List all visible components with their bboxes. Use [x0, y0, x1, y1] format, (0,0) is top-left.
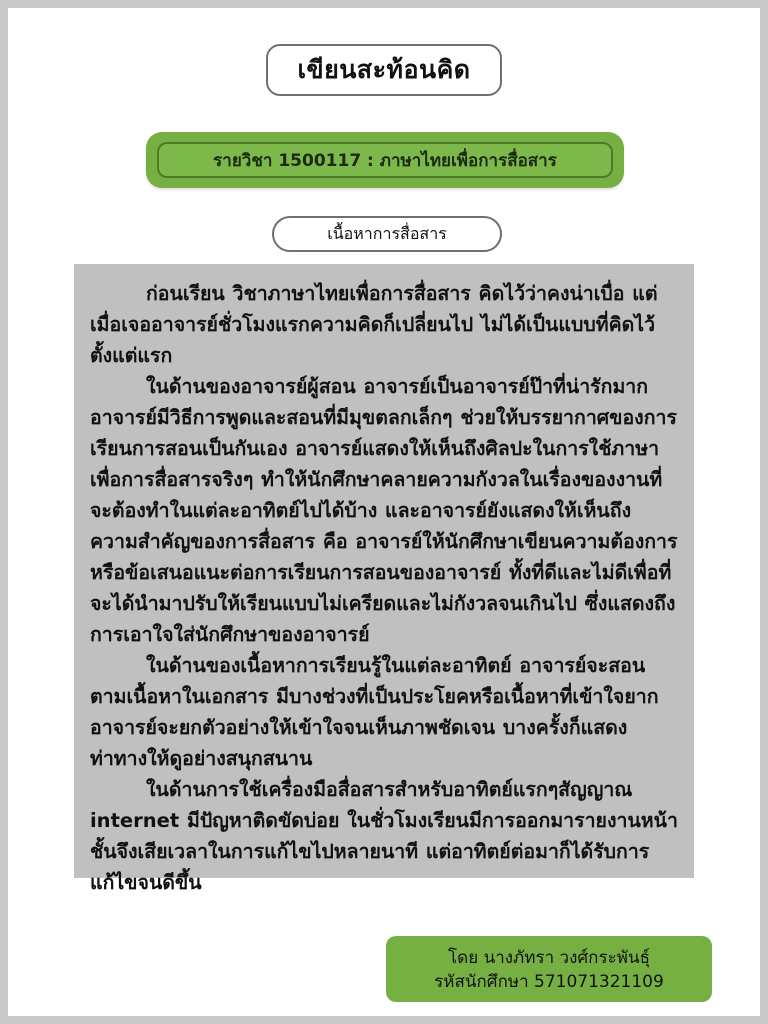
course-banner-text: รายวิชา 1500117 : ภาษาไทยเพื่อการสื่อสาร: [213, 150, 557, 171]
author-name: โดย นางภัทรา วงศ์กระพันธุ์: [448, 948, 650, 968]
course-banner: [146, 132, 624, 188]
paragraph-4-after: มีปัญหาติดขัดบ่อย ในชั่วโมงเรียนมีการออกมารายงานหน้าชั้นจึงเสียเวลาในการแก้ไขไปหลายนาที แต่อาทิตย์ต่อมาก็ได้รับการแก้ไขจนดีขึ้น: [90, 809, 678, 894]
paragraph-1: ก่อนเรียน วิชาภาษาไทยเพื่อการสื่อสาร คิดไว้ว่าคงน่าเบื่อ แต่เมื่อเจออาจารย์ชั่วโมงแรกความคิดก็เปลี่ยนไป ไม่ได้เป็นแบบที่คิดไว้ตั้งแต่แรก: [90, 282, 658, 367]
page-title: [266, 44, 502, 96]
course-banner-inner: [157, 142, 613, 178]
student-id: รหัสนักศึกษา 571071321109: [434, 972, 664, 992]
section-label: [272, 216, 502, 252]
paragraph-4: [90, 774, 678, 898]
paragraph-3: ในด้านของเนื้อหาการเรียนรู้ในแต่ละอาทิตย์ อาจารย์จะสอนตามเนื้อหาในเอกสาร มีบางช่วงที่เป็นประโยคหรือเนื้อหาที่เข้าใจยาก อาจารย์จะยกตัวอย่างให้เข้าใจจนเห็นภาพชัดเจน บางครั้งก็แสดงท่าทางให้ดูอย่างสนุกสนาน: [90, 654, 659, 770]
paragraph-4-latin-term: internet: [90, 809, 180, 832]
paragraph-4-before: ในด้านการใช้เครื่องมือสื่อสารสำหรับอาทิตย์แรกๆสัญญาณ: [146, 778, 633, 801]
section-label-text: เนื้อหาการสื่อสาร: [327, 223, 447, 243]
paragraph-2: ในด้านของอาจารย์ผู้สอน อาจารย์เป็นอาจารย์ป๊าที่น่ารักมาก อาจารย์มีวิธีการพูดและสอนที่มีมุขตลกเล็กๆ ช่วยให้บรรยากาศของการเรียนการสอนเป็นกันเอง อาจารย์แสดงให้เห็นถึงศิลปะในการใช้ภาษาเพื่อการสื่อสารจริงๆ ทำให้นักศึกษาคลายความกังวลในเรื่องของงานที่จะต้องทำในแต่ละอาทิตย์ไปได้บ้าง และอาจารย์ยังแสดงให้เห็นถึงความสำคัญของการสื่อสาร คือ อาจารย์ให้นักศึกษาเขียนความต้องการ หรือข้อเสนอแนะต่อการเรียนการสอนของอาจารย์ ทั้งที่ดีและไม่ดีเพื่อที่จะได้นำมาปรับให้เรียนแบบไม่เครียดและไม่กังวลจนเกินไป ซึ่งแสดงถึงการเอาใจใส่นักศึกษาของอาจารย์: [90, 375, 678, 646]
page-title-text: เขียนสะท้อนคิด: [297, 55, 471, 84]
author-footer-box: [386, 936, 712, 1002]
document-sheet: [8, 8, 760, 1016]
body-content-block: [74, 264, 694, 894]
